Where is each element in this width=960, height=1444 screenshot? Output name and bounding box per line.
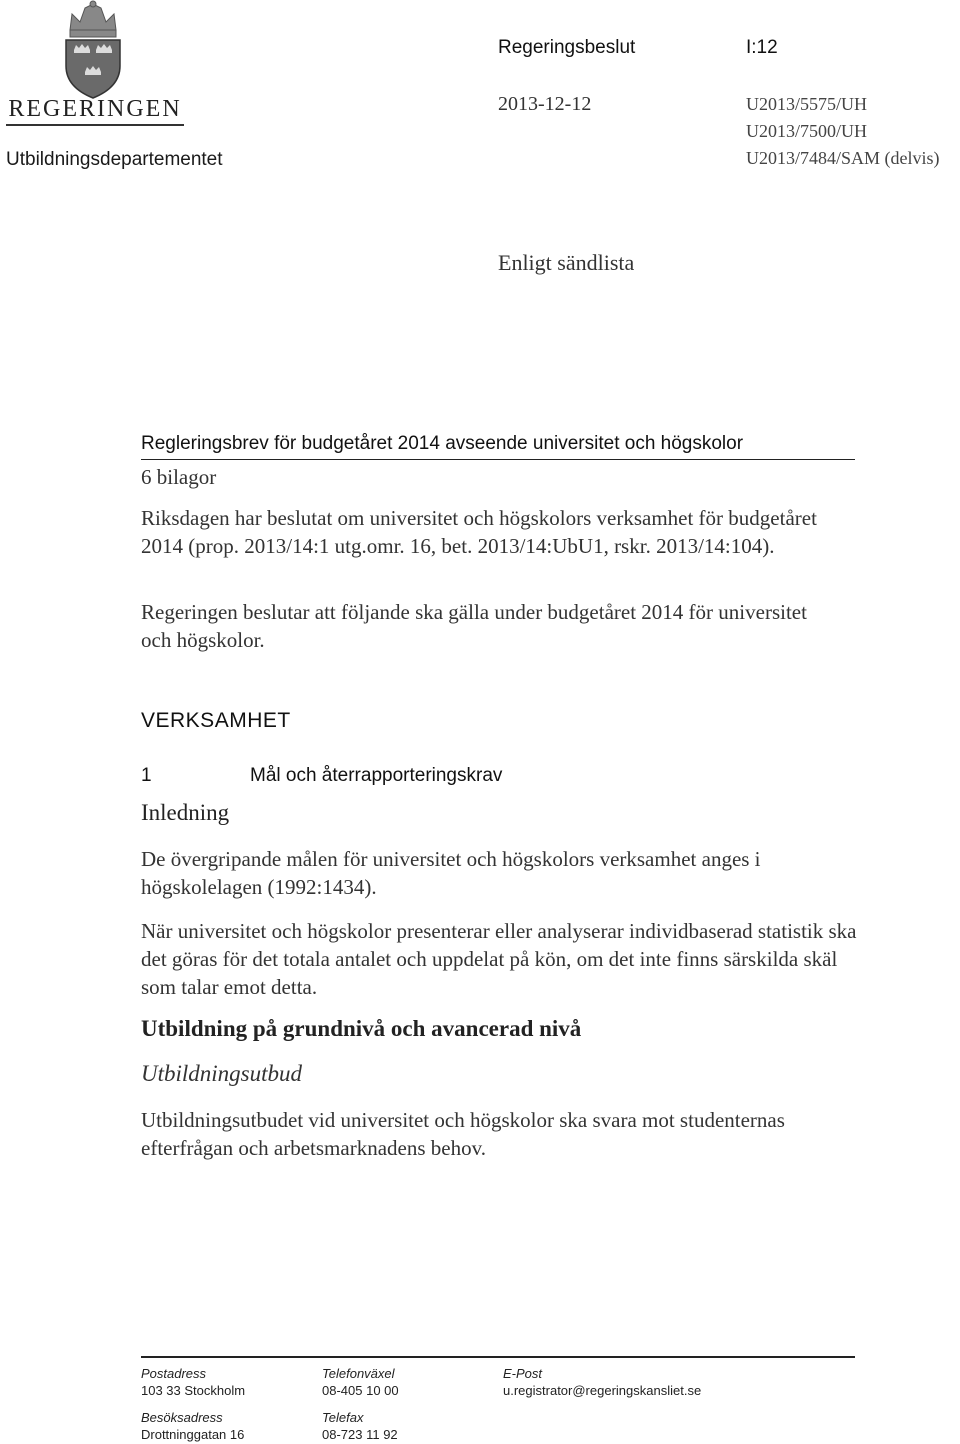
subsection-title: Mål och återrapporteringskrav [250,765,503,786]
footer-visit-label: Besöksadress [141,1410,223,1425]
document-type: Regeringsbeslut [498,37,636,58]
footer-email-value[interactable]: u.registrator@regeringskansliet.se [503,1383,702,1398]
document-date: 2013-12-12 [498,93,592,115]
footer-email-label: E-Post [503,1366,543,1381]
paragraph: Utbildningsutbudet vid universitet och högskolor ska svara mot studenternas efterfrågan och arbetsmarknadens behov. [141,1108,785,1160]
logo-divider [6,124,184,126]
subject-heading: Regleringsbrev för budgetåret 2014 avseende universitet och högskolor [141,433,855,460]
footer-visit-value: Drottninggatan 16 [141,1427,245,1442]
footer-postal-value: 103 33 Stockholm [141,1383,246,1398]
education-heading: Utbildning på grundnivå och avancerad nivå [141,1016,582,1041]
footer-postal-label: Postadress [141,1366,207,1381]
department-name: Utbildningsdepartementet [6,149,223,170]
reference-number: U2013/7500/UH [746,121,867,141]
reference-number: U2013/5575/UH [746,94,867,114]
reference-number: U2013/7484/SAM (delvis) [746,148,940,168]
footer-fax-label: Telefax [322,1410,364,1425]
section-heading: VERKSAMHET [141,709,291,732]
footer-fax-value: 08-723 11 92 [322,1427,398,1442]
attachments-count: 6 bilagor [141,465,217,489]
reference-numbers [746,91,940,172]
paragraph: Regeringen beslutar att följande ska gälla under budgetåret 2014 för universitet och högskolor. [141,600,807,652]
paragraph: Riksdagen har beslutat om universitet och högskolors verksamhet för budgetåret 2014 (prop. 2013/14:1 utg.omr. 16, bet. 2013/14:UbU1, rskr. 2013/14:104). [141,506,817,558]
paragraph: De övergripande målen för universitet och högskolors verksamhet anges i högskolelagen (1992:1434). [141,847,761,899]
footer-phone-label: Telefonväxel [322,1366,395,1381]
education-subheading: Utbildningsutbud [141,1061,303,1086]
footer-phone-value: 08-405 10 00 [322,1383,399,1398]
logo-wordmark: REGERINGEN [8,96,182,122]
subsection-number: 1 [141,765,152,786]
intro-heading: Inledning [141,800,230,825]
document-code: I:12 [746,37,778,58]
recipient-line: Enligt sändlista [498,250,635,275]
paragraph: När universitet och högskolor presenterar eller analyserar individbaserad statistik ska det göras för det totala antalet och uppdelat på kön, om det inte finns särskilda skäl som talar emot detta. [141,919,857,999]
footer-divider [141,1356,855,1358]
